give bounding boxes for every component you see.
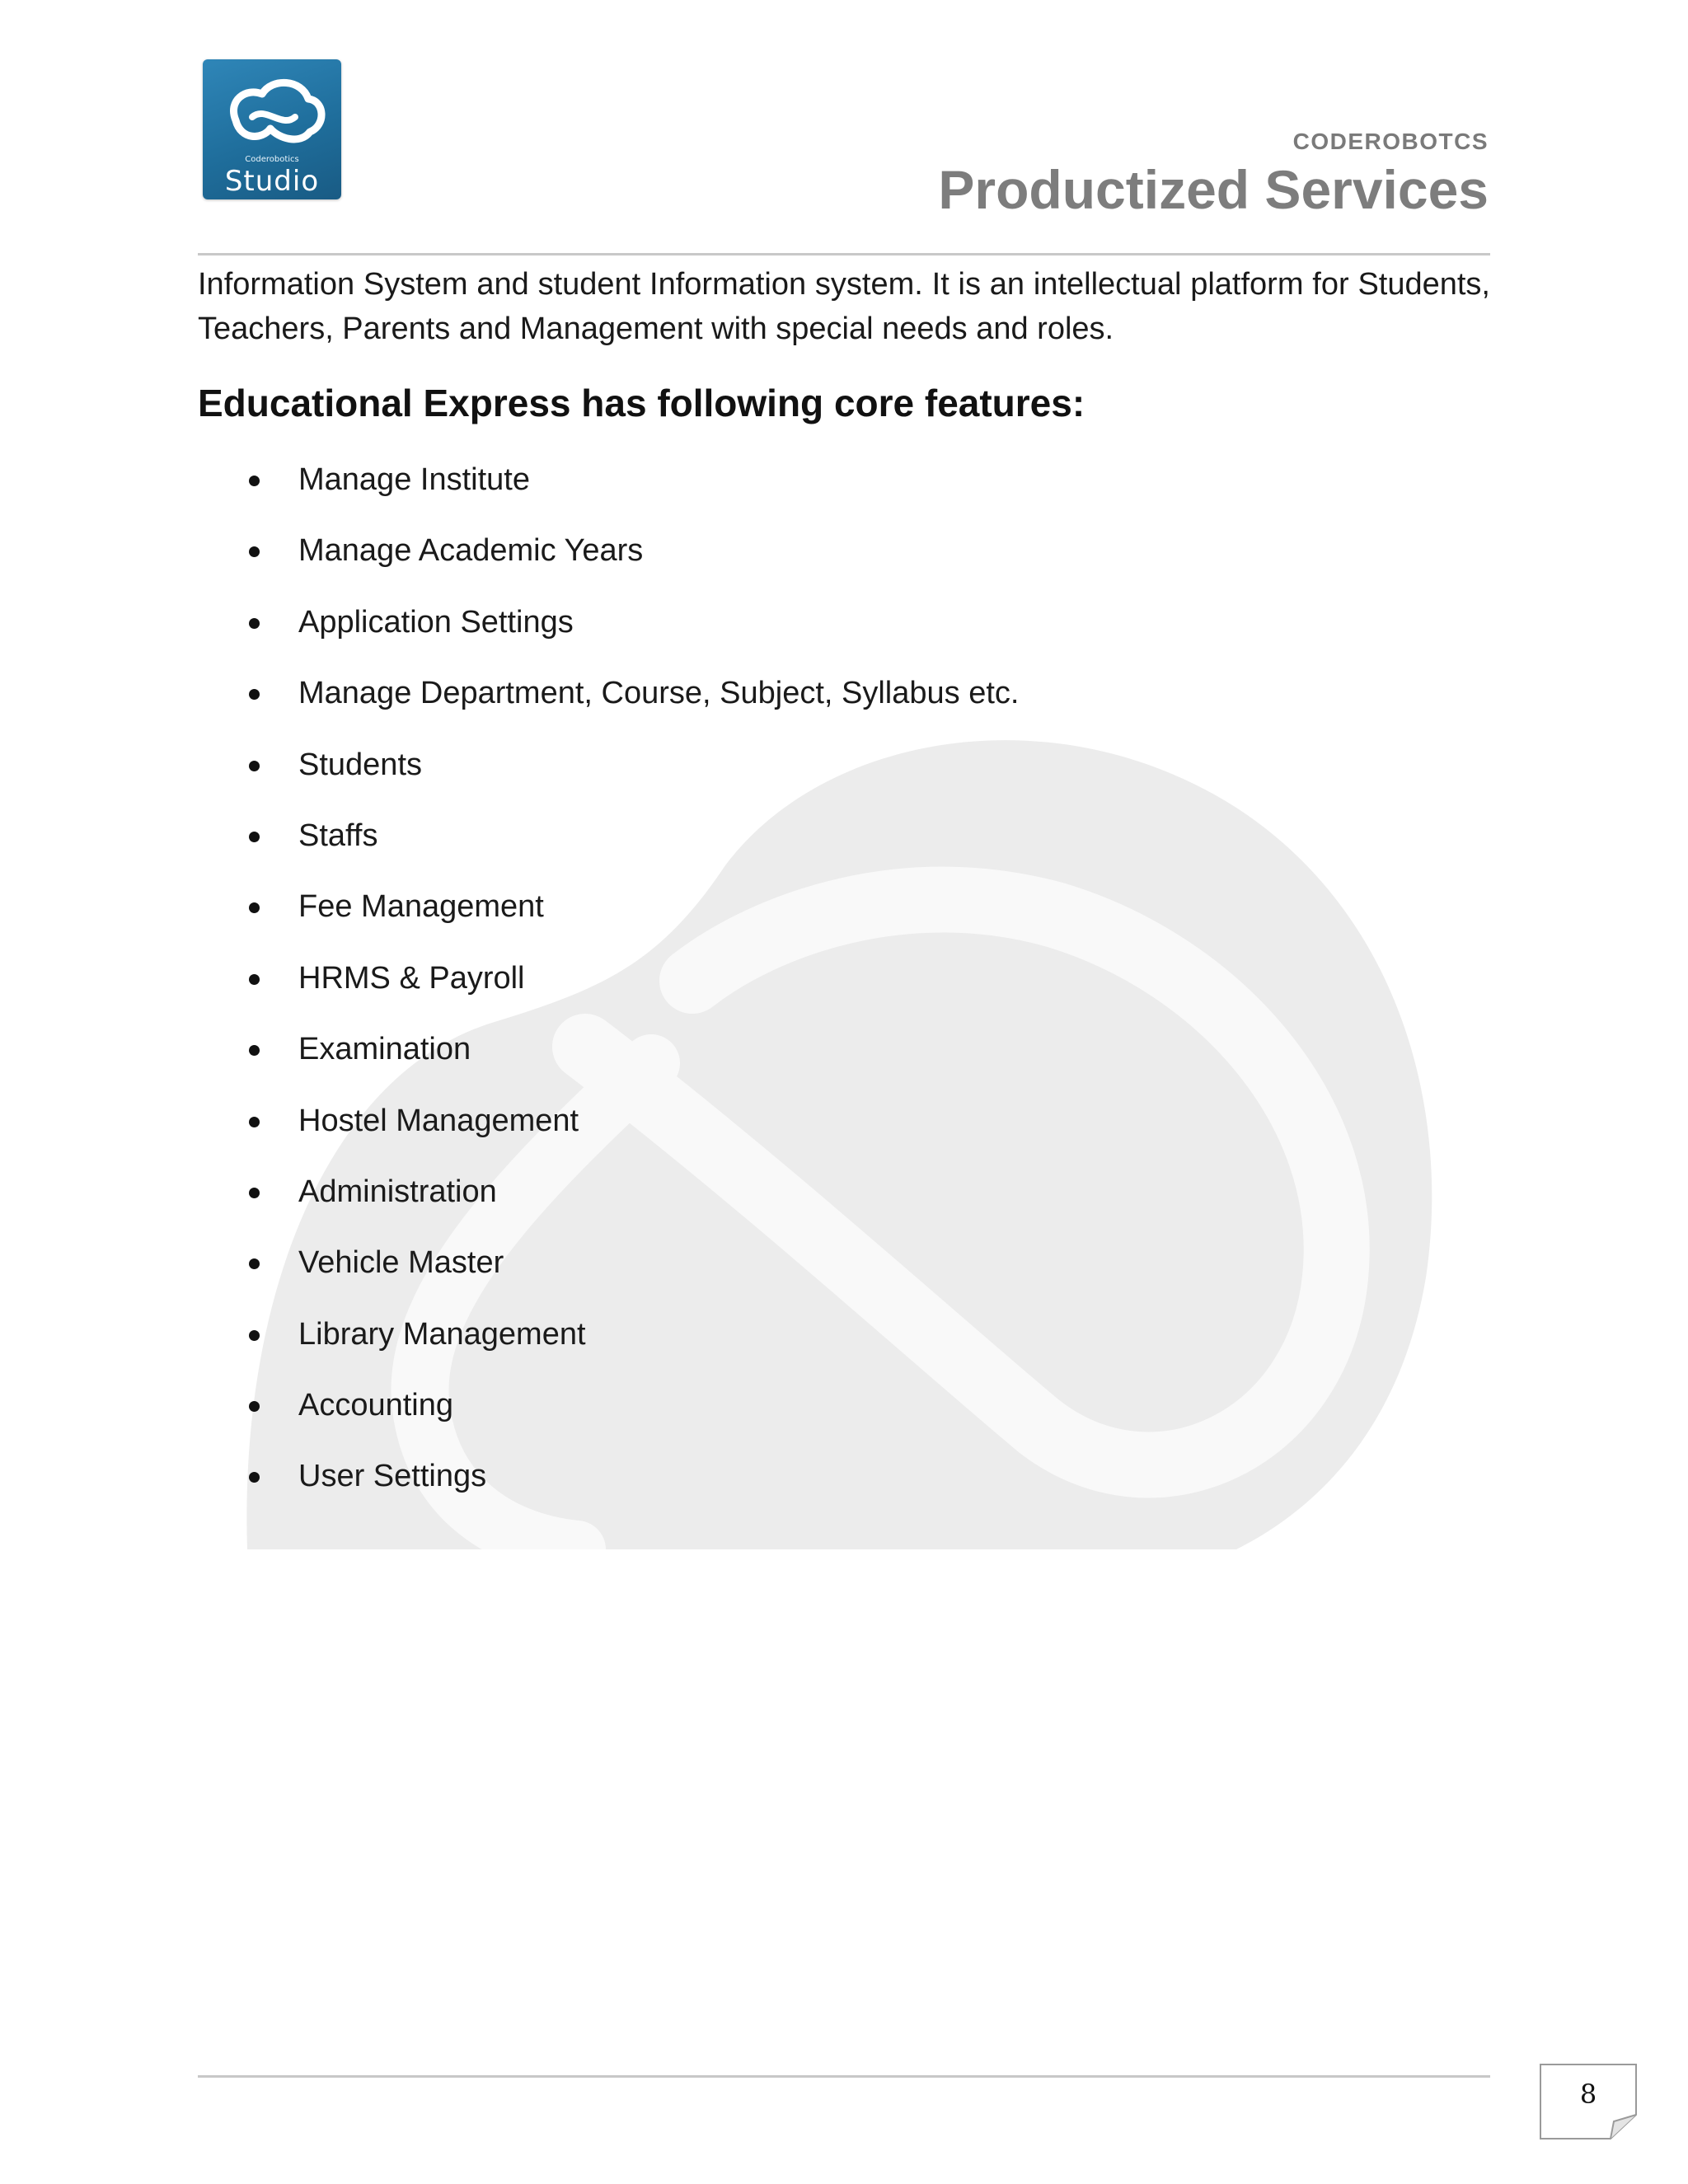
bullet-icon — [249, 618, 260, 629]
bullet-icon — [249, 546, 260, 557]
bullet-icon — [249, 1401, 260, 1412]
list-item-label: Administration — [298, 1174, 497, 1209]
bullet-icon — [249, 689, 260, 700]
bullet-icon — [249, 1117, 260, 1127]
list-item-label: Manage Department, Course, Subject, Syllabus etc. — [298, 676, 1020, 711]
section-heading: Educational Express has following core features: — [198, 382, 1085, 424]
intro-paragraph: Information System and student Information system. It is an intellectual platform for Students, Teachers, Parents and Management with special needs and roles. — [198, 267, 1490, 346]
list-item-label: Fee Management — [298, 889, 544, 925]
list-item-label: Students — [298, 747, 422, 782]
bullet-icon — [249, 832, 260, 842]
list-item-label: Staffs — [298, 818, 378, 853]
logo-big-text: Studio — [224, 165, 320, 198]
bullet-icon — [249, 1330, 260, 1341]
header-company: CODEROBOTCS — [1292, 129, 1489, 154]
header-title: Productized Services — [938, 159, 1489, 220]
page-number: 8 — [1579, 2079, 1597, 2110]
header-divider — [198, 253, 1490, 255]
list-item-label: User Settings — [298, 1459, 487, 1494]
logo-small-text: Coderobotics — [245, 155, 299, 164]
page-number-box — [1540, 2064, 1637, 2139]
bullet-icon — [249, 761, 260, 771]
bullet-icon — [249, 476, 260, 486]
list-item-label: Examination — [298, 1032, 471, 1067]
company-logo — [203, 59, 341, 199]
list-item-label: Manage Institute — [298, 462, 530, 497]
list-item-label: Accounting — [298, 1388, 454, 1423]
list-item-label: HRMS & Payroll — [298, 960, 525, 996]
list-item-label: Manage Academic Years — [298, 533, 644, 569]
bullet-icon — [249, 1188, 260, 1198]
list-item-label: Vehicle Master — [298, 1245, 504, 1281]
list-item-label: Application Settings — [298, 604, 574, 640]
list-item-label: Library Management — [298, 1316, 586, 1352]
list-item-label: Hostel Management — [298, 1103, 579, 1138]
footer-divider — [198, 2075, 1490, 2078]
bullet-icon — [249, 974, 260, 985]
